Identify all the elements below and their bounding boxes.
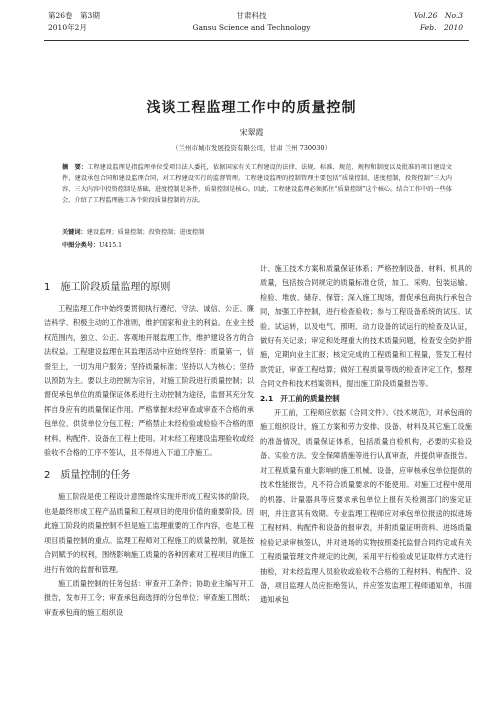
section-2-paragraph-1: 施工阶段是使工程设计意图最终实现并形成工程实体的阶段，也是最终形成工程产品质量和工程项目的使用价值的重要阶段。因此施工阶段的质量控制不但是施工监理重要的工作内容，也是工程项目质量控制的重点。监理工程师对工程施工的质量控制，就是按合同赋予的权利，围绕影响施工质量的各种因素对工程项目的施工进行有效的监督和管理。 <box>44 492 254 574</box>
clc-label: 中图分类号： <box>62 242 100 249</box>
section-2-heading: 2 质量控制的任务 <box>44 470 131 482</box>
header-date-cn: 2010年2月 <box>48 23 87 32</box>
clc-text: U415.1 <box>99 242 123 249</box>
abstract-text: 工程建设监理是指监理单位受项目法人委托，依据国家有关工程建设的法律、法规、标准、规范、规程和制度以及批准的项目建设文件，建设承包合同和建设监理合同，对工程建设实行的监督管理。工程建设监理的控制管理主要包括“质量控制，进度控制，投资控制”三大内容，三大内容中投资控制是基础，进度控制是条件，质量控制是核心。因此，工程建设监理必须抓住“质量控制”这个核心。结合工作中的一些体会，介绍了工程监理施工各个阶段质量控制的方法。 <box>62 164 453 204</box>
abstract-label: 摘 要： <box>62 164 88 171</box>
header-date-en: Feb. 2010 <box>419 23 463 32</box>
clc-number <box>62 240 452 251</box>
left-column <box>44 272 254 620</box>
header-rule <box>44 40 469 41</box>
section-1-paragraph: 工程监理工作中始终要贯彻执行遵纪、守法、诚信、公正、廉洁科学、积极主动的工作准则，维护国家和业主的利益。在业主授权范围内，独立、公正、客观地开展监理工作，维护建设各方的合法权益。工程建设监理在其监理活动中应始终坚持：质量第一，信誉至上，一切为用户服务；坚持质量标准；坚持以人为核心；坚持以预防为主。要以主动控制为宗旨，对施工阶段进行质量控制；以督促承包单位的质量保证体系进行主动控制为途径，监督其充分发挥自身应有的质量保证作用。严格掌握未经审查或审查不合格的承包单位、供货单位分包工程；严格禁止未经检验或检验不合格的原材料、构配件、设备在工程上使用。对未经工程建设监理验收或经验收不合格的工序不签认，且不得进入下道工序施工。 <box>44 304 254 458</box>
article-title: 浅谈工程监理工作中的质量控制 <box>146 100 357 116</box>
subsection-2-1-heading: 2.1 开工前的质量控制 <box>260 393 340 403</box>
header-volume-cn: 第26卷 第3期 <box>48 11 100 20</box>
right-column <box>260 262 472 608</box>
section-2-paragraph-2: 施工质量控制的任务包括：审查开工条件；协助业主编写开工报告，发布开工令；审查承包商选择的分包单位；审查施工图纸；审查承包商的施工组织设 <box>44 578 254 617</box>
abstract <box>62 162 452 206</box>
subsection-2-1-paragraph: 开工前，工程师应依据《合同文件》、《技术规范》，对承包商的施工组织设计，施工方案和劳力安排、设备、材料及其它施工设施的准备情况，质量保证体系，包括质量自检机构，必要的实验设备、实验方法、安全保障措施等进行认真审查，并提供审查报告。对工程质量有重大影响的施工机械、设备，应审核承包单位提供的技术性能报告，凡不符合质量要求的不能使用。对施工过程中使用的机器、计量器具等应要求承包单位上报有关检测部门的鉴定证明，并注意其有效期。专业监理工程师应对承包单位报送的拟进场工程材料、构配件和设备的报审表，并附质量证明资料、进场质量检验记录审核签认，并对进场的实物按照委托监督合同约定或有关工程质量管理文件规定的比例，采用平行检验或见证取样方式进行抽检，对未经监理人员验收或验收不合格的工程材料、构配件、设备，项目监理人员应拒绝签认，并应签发监理工程师通知单，书面通知承包 <box>260 408 472 605</box>
section-1-heading: 1 施工阶段质量监理的原则 <box>44 282 171 293</box>
keywords <box>62 227 452 238</box>
header-volume-en: Vol.26 No.3 <box>413 11 463 20</box>
journal-name-cn: 甘肃科技 <box>236 11 267 20</box>
keywords-label: 关键词： <box>62 229 87 236</box>
keywords-text: 建设监理；质量控制；投资控制；进度控制 <box>86 229 205 236</box>
continued-paragraph: 计、施工技术方案和质量保证体系；严格控制设备、材料、机具的质量，包括按合同规定的质量标准仓货，加工、采购、包装运输、检验、堆放、储存、保管；深入施工现场，督促承包商执行承包合同，加强工序控制，进行检查验收；参与工程设备系统的试压、试验、试运转，以及电气、照明、动力设备的试运行的检查及认证，做好有关记录；审定和处理重大的技术质量问题，检查安全防护措施，定期向业主汇报；核定完成的工程质量和工程量，签发工程付款凭证，审查工程结算；做好工程质量等级的检查评定工作，整理合同文件和技术档案资料，提出施工阶段质量报告等。 <box>260 264 472 389</box>
header-issue-en <box>414 10 463 34</box>
page-header <box>0 0 503 44</box>
journal-name-en: Gansu Science and Technology <box>192 23 311 32</box>
article-affiliation: （兰州市城市发展投资有限公司，甘肃 兰州 730030） <box>172 144 331 152</box>
article-author: 宋翠霞 <box>239 128 264 137</box>
